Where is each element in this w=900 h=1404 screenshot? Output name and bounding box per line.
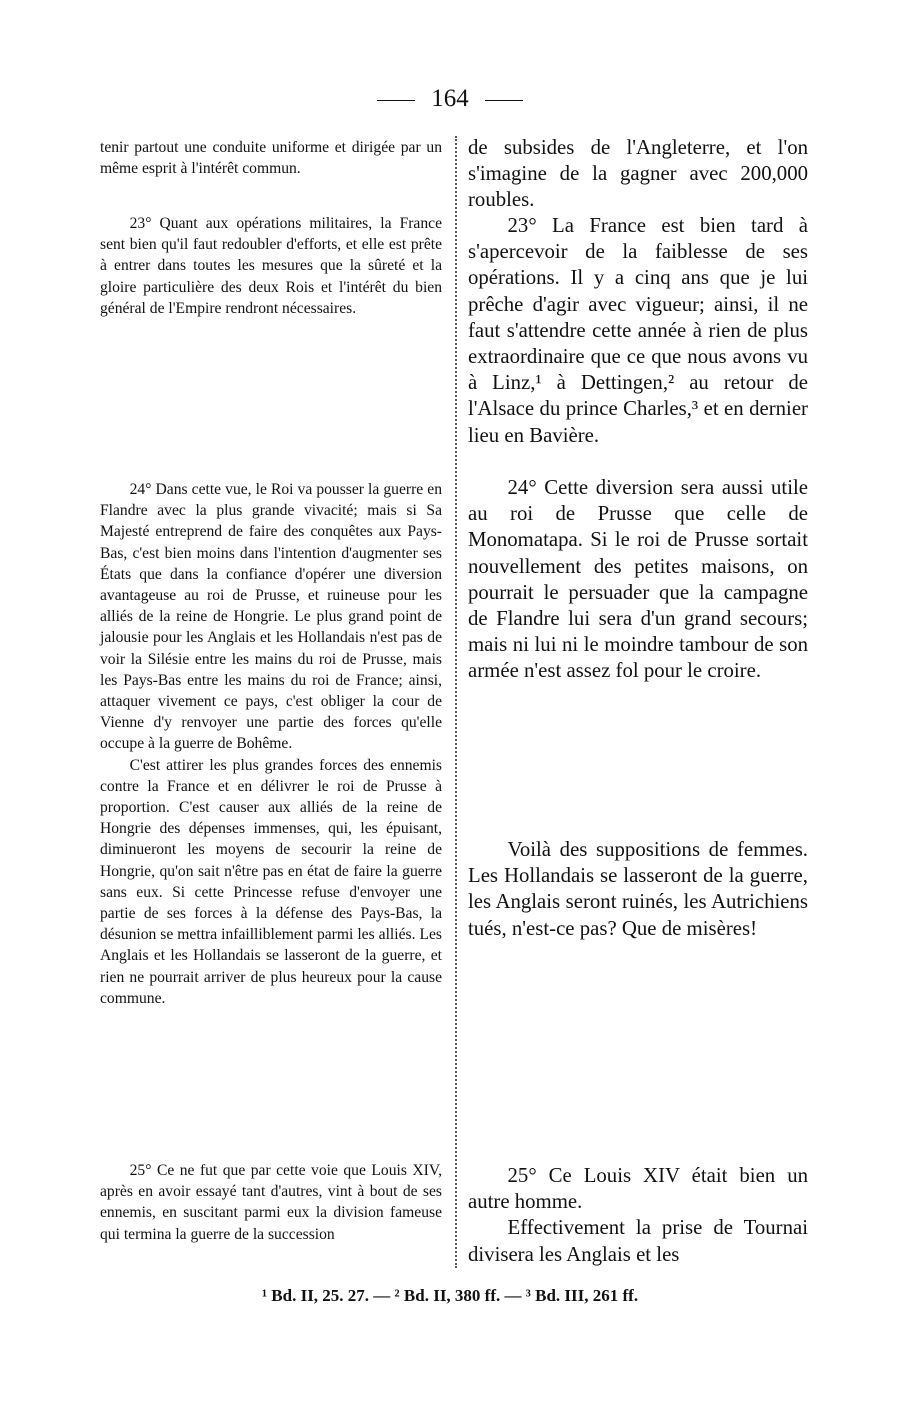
footnotes: ¹ Bd. II, 25. 27. — ² Bd. II, 380 ff. — ³ Bd. III, 261 ff. bbox=[261, 1286, 639, 1305]
left-paragraph-24-continued: C'est attirer les plus grandes forces des ennemis contre la France et en délivrer le roi de Prusse à proportion. C'est causer aux alliés de la reine de Hongrie des dépenses immenses, qui, les épuisant, diminueront les moyens de secourir la reine de Hongrie, qu'on sait n'être pas en état de faire la guerre sans eux. Si cette Princesse refuse d'envoyer une partie de ses forces à la défense des Pays-Bas, la désunion se mettra infailliblement parmi les alliés. Les Anglais et les Hollandais se lasseront de la guerre, et rien ne pourrait arriver de plus heureux pour la cause commune. bbox=[100, 756, 442, 1007]
page-header bbox=[0, 84, 900, 114]
right-paragraph-25: 25° Ce Louis XIV était bien un autre homme. Effectivement la prise de Tournai divisera les Anglais et les bbox=[468, 1163, 808, 1268]
right-paragraph-continuation: de subsides de l'Angleterre, et l'on s'imagine de la gagner avec 200,000 roubles. bbox=[468, 136, 808, 212]
right-paragraph-24-comment: Voilà des suppositions de femmes. Les Hollandais se lasseront de la guerre, les Anglais seront ruinés, les Autrichiens tués, n'est-ce pas? Que de misères! bbox=[468, 838, 808, 940]
header-rule-left bbox=[377, 100, 415, 101]
right-paragraph-23: 23° La France est bien tard à s'apercevoir de la faiblesse de ses opérations. Il y a cinq ans que je lui prêche d'agir avec vigueur; ainsi, il ne faut s'attendre cette année à rien de plus extraordinaire que ce que nous avons vu à Linz,¹ à Dettingen,² au retour de l'Alsace du prince Charles,³ et en dernier lieu en Bavière. bbox=[468, 214, 808, 447]
right-paragraph-25-continued: Effectivement la prise de Tournai divisera les Anglais et les bbox=[468, 1216, 808, 1266]
page-number: 164 bbox=[431, 85, 469, 112]
left-paragraph-continuation: tenir partout une conduite uniforme et dirigée par un même esprit à l'intérêt commun. bbox=[100, 139, 442, 178]
left-paragraph-23: 23° Quant aux opérations militaires, la France sent bien qu'il faut redoubler d'efforts, et elle est prête à entrer dans toutes les mesures que la sûreté et la gloire particulière des deux Rois et l'intérêt du bien général de l'Empire rendront nécessaires. bbox=[100, 215, 442, 317]
right-paragraph-24: 24° Cette diversion sera aussi utile au roi de Prusse que celle de Monomatapa. Si le roi de Prusse sortait nouvellement des petites maisons, on pourrait le persuader que la campagne de Flandre lui sera d'un grand secours; mais ni lui ni le moindre tambour de son armée n'est assez fol pour le croire. bbox=[468, 476, 808, 683]
column-divider bbox=[455, 136, 457, 1268]
header-rule-right bbox=[485, 100, 523, 101]
left-paragraph-24: 24° Dans cette vue, le Roi va pousser la guerre en Flandre avec la plus grande vivacité; mais si Sa Majesté entreprend de faire des conquêtes aux Pays-Bas, c'est bien moins dans l'intention d'augmenter ses États que dans la confiance d'opérer une diversion avantageuse au roi de Prusse, et ruineuse pour les alliés de la reine de Hongrie. Le plus grand point de jalousie pour les Anglais et les Hollandais n'est pas de voir la Silésie entre les mains du roi de Prusse, mais les Pays-Bas entre les mains du roi de France; ainsi, attaquer vivement ce pays, c'est obliger la cour de Vienne d'y renvoyer une partie des forces qu'elle occupe à la guerre de Bohême. C'est attirer les plus grandes forces des ennemis contre la France et en délivrer le roi de Prusse à proportion. C'est causer aux alliés de la reine de Hongrie des dépenses immenses, qui, les épuisant, diminueront les moyens de secourir la reine de Hongrie, qu'on sait n'être pas en état de faire la guerre sans eux. Si cette Princesse refuse d'envoyer une partie de ses forces à la défense des Pays-Bas, la désunion se mettra infailliblement parmi les alliés. Les Anglais et les Hollandais se lasseront de la guerre, et rien ne pourrait arriver de plus heureux pour la cause commune. bbox=[100, 479, 442, 1009]
left-paragraph-25: 25° Ce ne fut que par cette voie que Louis XIV, après en avoir essayé tant d'autres, vint à bout de ses ennemis, en suscitant parmi eux la division fameuse qui termina la guerre de la succession bbox=[100, 1162, 442, 1243]
